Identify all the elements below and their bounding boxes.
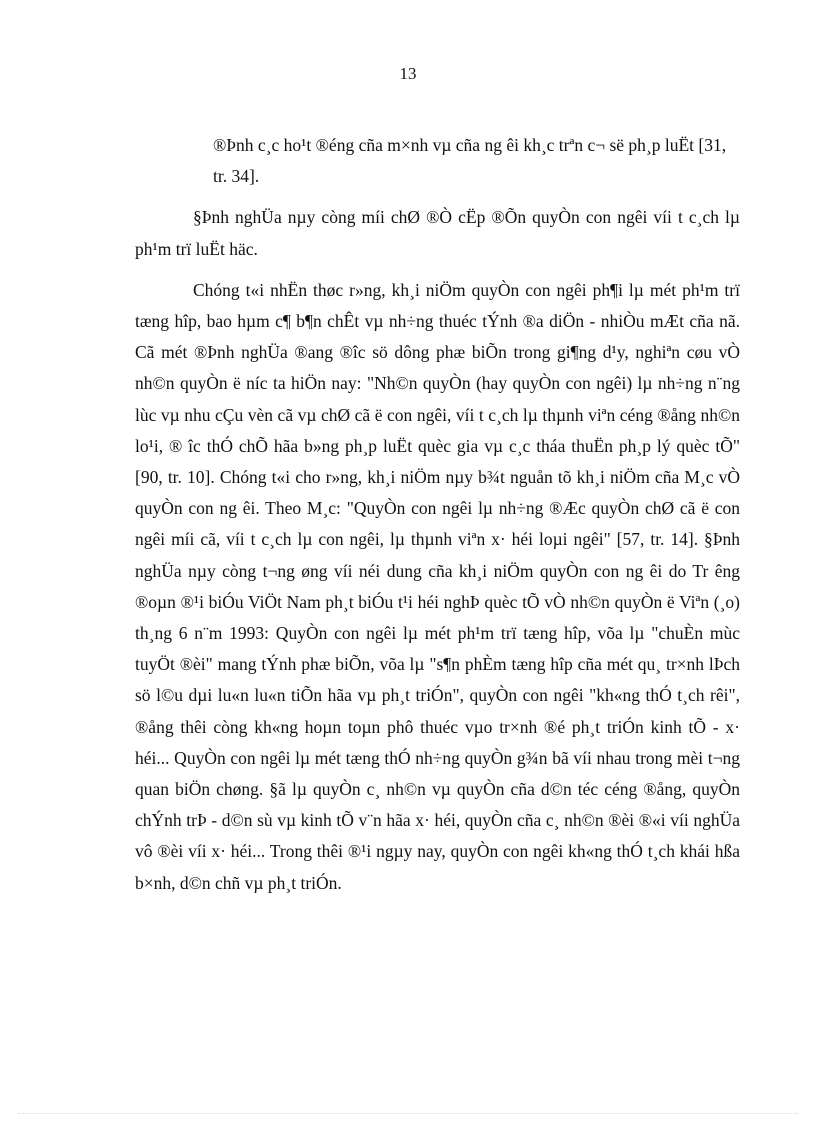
page-number: 13: [399, 64, 417, 83]
quote-continuation: ®Þnh c¸c ho¹t ®éng cña m×nh vµ cña ng êi kh¸c trªn c¬ së ph¸p luËt [31, tr. 34].: [213, 135, 727, 187]
page-bottom-divider: [18, 1113, 798, 1114]
paragraph-definition-note: §Þnh nghÜa nµy còng míi chØ ®Ò cËp ®Õn quyÒn con ngêi víi t c¸ch lµ ph¹m trï luËt häc.: [135, 207, 740, 259]
body-text: [135, 130, 740, 909]
paragraph-human-rights-concept: Chóng t«i nhËn thøc r»ng, kh¸i niÖm quyÒn con ngêi ph¶i lµ mét ph¹m trï tæng hîp, bao hµm c¶ b¶n chÊt vµ nh÷ng thuéc tÝnh ®a diÖn - nhiÒu mÆt cña nã. Cã mét ®Þnh nghÜa ®ang ®îc sö dông phæ biÕn trong gi¶ng d¹y, nghiªn cøu vÒ nh©n quyÒn ë níc ta hiÖn nay: "Nh©n quyÒn (hay quyÒn con ngêi) lµ nh÷ng n¨ng lùc vµ nhu cÇu vèn cã vµ chØ cã ë con ngêi, víi t c¸ch lµ thµnh viªn céng ®ång nh©n lo¹i, ® îc thÓ chÕ hãa b»ng ph¸p luËt quèc gia vµ c¸c tháa thuËn ph¸p lý quèc tÕ" [90, tr. 10]. Chóng t«i cho r»ng, kh¸i niÖm nµy b¾t nguån tõ kh¸i niÖm cña M¸c vÒ quyÒn con ng êi. Theo M¸c: "QuyÒn con ngêi lµ nh÷ng ®Æc quyÒn chØ cã ë con ngêi míi cã, víi t c¸ch lµ con ngêi, lµ thµnh viªn x· héi loµi ngêi" [57, tr. 14]. §Þnh nghÜa nµy còng t¬ng øng víi néi dung cña kh¸i niÖm quyÒn con ng êi do Tr êng ®oµn ®¹i biÓu ViÖt Nam ph¸t biÓu t¹i héi nghÞ quèc tÕ vÒ nh©n quyÒn ë Viªn (¸o) th¸ng 6 n¨m 1993: QuyÒn con ngêi lµ mét ph¹m trï tæng hîp, võa lµ "chuÈn mùc tuyÖt ®èi" mang tÝnh phæ biÕn, võa lµ "s¶n phÈm tæng hîp cña mét qu¸ tr×nh lÞch sö l©u dµi lu«n lu«n tiÕn hãa vµ ph¸t triÓn", quyÒn con ngêi "kh«ng thÓ t¸ch rêi", ®ång thêi còng kh«ng hoµn toµn phô thuéc vµo tr×nh ®é ph¸t triÓn kinh tÕ - x· héi... QuyÒn con ngêi lµ mét tæng thÓ nh÷ng quyÒn g¾n bã víi nhau trong mèi t¬ng quan biÖn chøng. §ã lµ quyÒn c¸ nh©n vµ quyÒn cña d©n téc céng ®ång, quyÒn chÝnh trÞ - d©n sù vµ kinh tÕ v¨n hãa x· héi, quyÒn cña c¸ nh©n ®èi ®«i víi nghÜa vô ®èi víi x· héi... Trong thêi ®¹i ngµy nay, quyÒn con ngêi kh«ng thÓ t¸ch khái hßa b×nh, d©n chñ vµ ph¸t triÓn.: [135, 279, 740, 893]
